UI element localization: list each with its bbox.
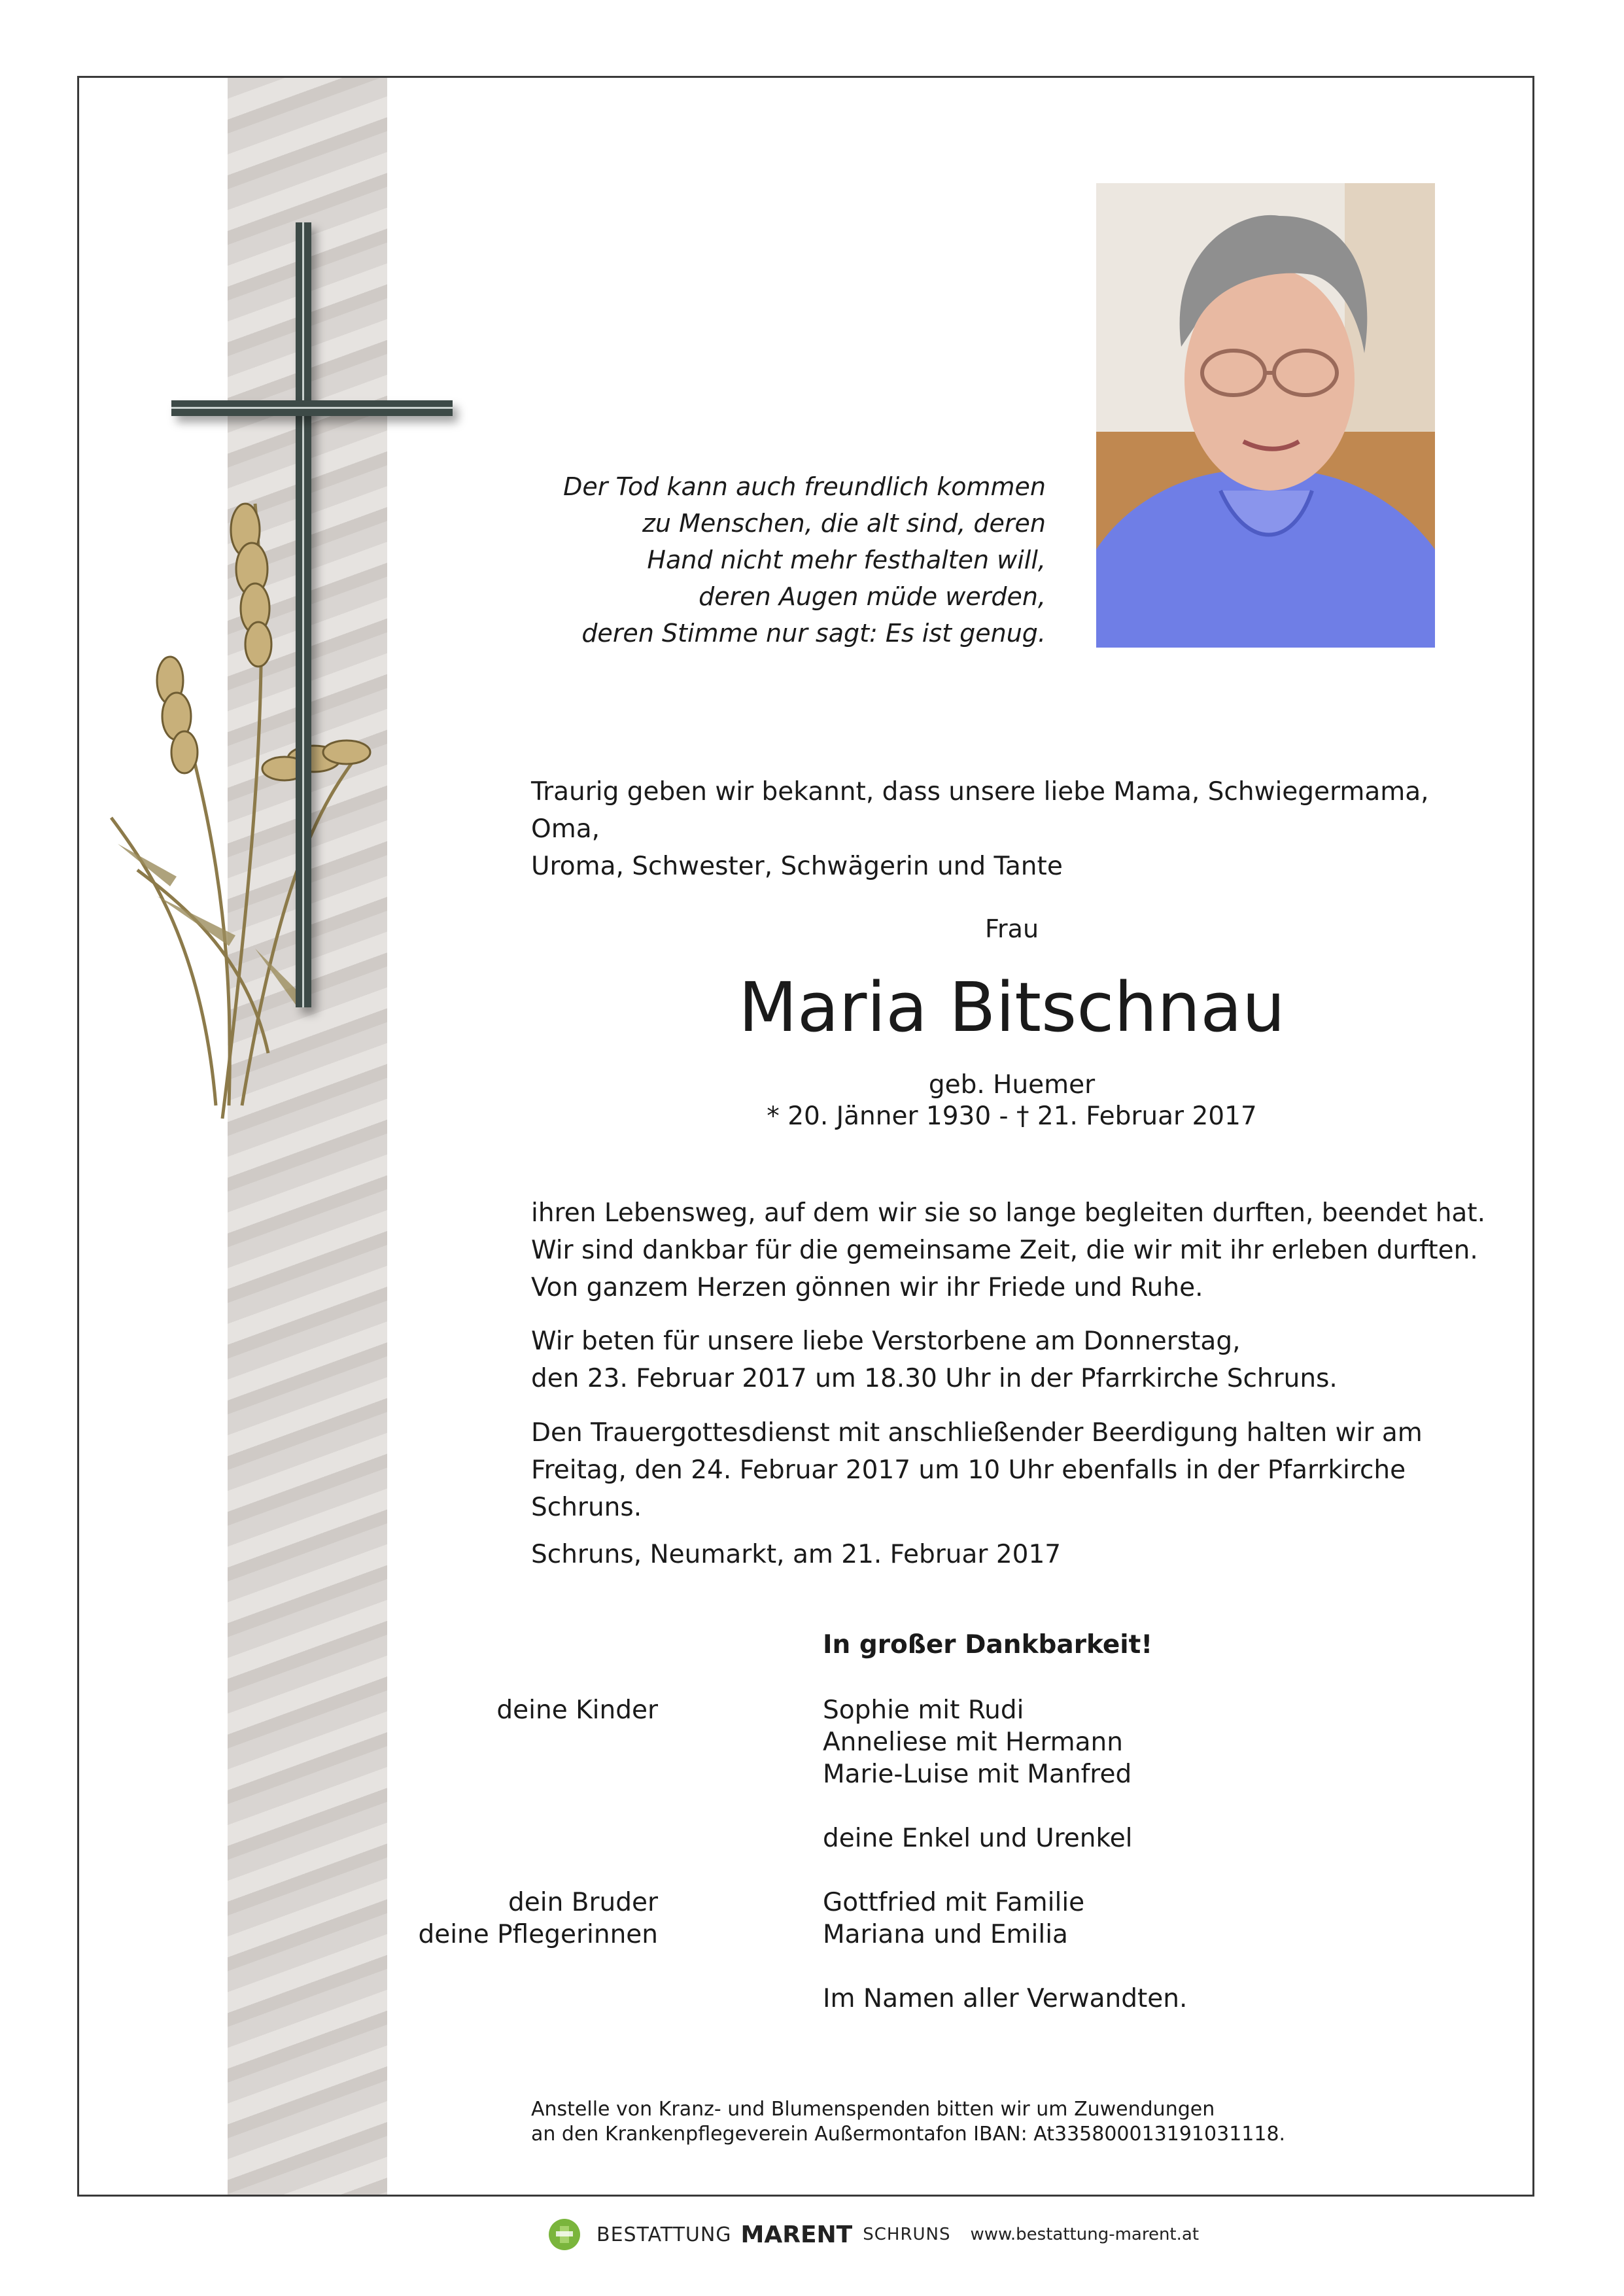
relatives-group [531, 1983, 1493, 2015]
mourner-name: Sophie mit Rudi [823, 1696, 1024, 1725]
intro-line: Traurig geben wir bekannt, dass unsere liebe Mama, Schwiegermama, Oma, [531, 777, 1429, 844]
salutation: Frau [984, 914, 1039, 943]
place-date: Schruns, Neumarkt, am 21. Februar 2017 [531, 1540, 1062, 1569]
life-dates: * 20. Jänner 1930 - † 21. Februar 2017 [767, 1102, 1257, 1131]
note-line: Anstelle von Kranz- und Blumenspenden bitten wir um Zuwendungen [531, 2098, 1215, 2121]
caregivers-group [418, 1919, 1493, 1951]
mourner-name: Im Namen aller Verwandten. [823, 1984, 1188, 2013]
body-line: den 23. Februar 2017 um 18.30 Uhr in der Pfarrkirche Schruns. [531, 1364, 1338, 1393]
prayer-paragraph [531, 1323, 1493, 1397]
intro-line: Uroma, Schwester, Schwägerin und Tante [531, 852, 1063, 881]
footer-brand: BESTATTUNG [596, 2223, 732, 2246]
cross-vertical [296, 222, 311, 1007]
brother-group [508, 1887, 1493, 1919]
footer-city: SCHRUNS [863, 2225, 951, 2244]
mourners-list [418, 1694, 1493, 2015]
caregivers-label: deine Pflegerinnen [418, 1920, 658, 1949]
children-label: deine Kinder [496, 1696, 658, 1725]
intro-text [531, 773, 1493, 885]
body-line: Freitag, den 24. Februar 2017 um 10 Uhr ebenfalls in der Pfarrkirche Schruns. [531, 1455, 1406, 1522]
mourner-name: deine Enkel und Urenkel [823, 1824, 1133, 1853]
donation-note [531, 2097, 1285, 2147]
children-group [496, 1694, 1493, 1790]
thanks-heading: In großer Dankbarkeit! [823, 1630, 1153, 1660]
footer-name: MARENT [740, 2221, 853, 2248]
birth-name: geb. Huemer [928, 1070, 1096, 1100]
mourner-name: Anneliese mit Hermann [823, 1728, 1123, 1757]
grandchildren-group [531, 1822, 1493, 1854]
mourner-name: Gottfried mit Familie [823, 1888, 1085, 1917]
cross-horizontal [171, 400, 453, 416]
footer-url[interactable]: www.bestattung-marent.at [970, 2225, 1200, 2244]
note-line: an den Krankenpflegeverein Außermontafon IBAN: At335800013191031118. [531, 2123, 1286, 2146]
poem-line: Der Tod kann auch freundlich kommen [563, 472, 1046, 501]
poem-line: Hand nicht mehr festhalten will, [647, 546, 1046, 574]
poem-line: deren Stimme nur sagt: Es ist genug. [581, 619, 1046, 648]
poem-line: zu Menschen, die alt sind, deren [642, 509, 1046, 538]
funeral-home-logo-icon [547, 2217, 582, 2252]
deceased-name: Maria Bitschnau [738, 967, 1285, 1047]
body-line: ihren Lebensweg, auf dem wir sie so lange begleiten durften, beendet hat. [531, 1198, 1485, 1228]
mourner-name: Marie-Luise mit Manfred [823, 1760, 1132, 1789]
poem-line: deren Augen müde werden, [699, 582, 1046, 611]
footer [547, 2215, 1199, 2254]
body-line: Den Trauergottesdienst mit anschließender Beerdigung halten wir am [531, 1418, 1423, 1448]
body-line: Von ganzem Herzen gönnen wir ihr Friede und Ruhe. [531, 1273, 1203, 1302]
funeral-paragraph [531, 1414, 1493, 1526]
poem [457, 468, 1046, 652]
brother-label: dein Bruder [508, 1888, 658, 1917]
wheat-icon [98, 478, 477, 1132]
portrait-photo [1096, 183, 1435, 648]
body-paragraph [531, 1194, 1493, 1306]
body-line: Wir sind dankbar für die gemeinsame Zeit, die wir mit ihr erleben durften. [531, 1236, 1478, 1265]
body-line: Wir beten für unsere liebe Verstorbene am Donnerstag, [531, 1327, 1241, 1356]
mourner-name: Mariana und Emilia [823, 1920, 1068, 1949]
